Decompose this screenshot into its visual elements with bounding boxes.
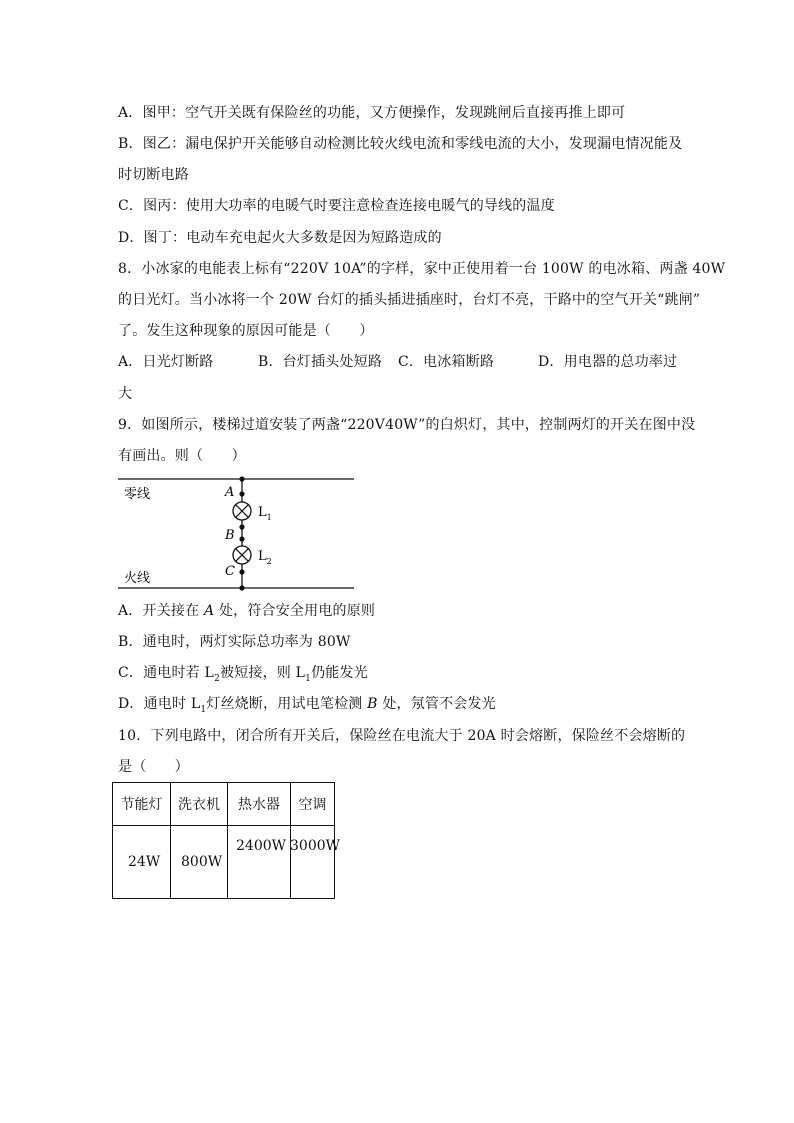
q9-option-c: C．通电时若 $L_2$被短接，则 $L_1$仍能发光	[118, 665, 368, 684]
q8-stem-line3: 了。发生这种现象的原因可能是（ ）	[118, 323, 374, 339]
node-bottom	[239, 585, 244, 590]
q9-stem-line2: 有画出。则（ ）	[118, 448, 246, 464]
table-cell: 2400W	[228, 826, 291, 899]
neutral-label: 零线	[124, 487, 151, 502]
q9-option-d: D．通电时 $L_1$灯丝烧断，用试电笔检测 B 处，氖管不会发光	[118, 696, 496, 715]
q8-option-c: C．电冰箱断路	[398, 354, 495, 370]
table-row	[113, 826, 335, 899]
q8-options	[118, 352, 677, 372]
table-header-cell: 空调	[291, 783, 335, 826]
table-cell: 3000W	[291, 826, 335, 899]
q10-stem-line1: 10．下列电路中，闭合所有开关后，保险丝在电流大于 20A 时会熔断，保险丝不会熔断的	[118, 728, 686, 744]
node-b-upper	[239, 524, 244, 529]
q7-option-b-line2: 时切断电路	[118, 167, 189, 183]
appliance-power-table	[112, 782, 341, 899]
q9-option-a: A．开关接在 A 处，符合安全用电的原则	[118, 603, 376, 619]
table-header-cell: 节能灯	[113, 783, 171, 826]
circuit-diagram	[118, 472, 358, 596]
point-c-label: C	[225, 564, 235, 579]
point-a-label: A	[225, 485, 235, 500]
node-c	[239, 569, 244, 574]
q8-option-b: B．台灯插头处短路	[258, 354, 383, 370]
lamp-l2-label: $L_2$	[258, 549, 272, 566]
q7-option-a: A．图甲：空气开关既有保险丝的功能，又方便操作，发现跳闸后直接再推上即可	[118, 105, 626, 121]
q7-option-b-line1: B．图乙：漏电保护开关能够自动检测比较火线电流和零线电流的大小，发现漏电情况能及	[118, 136, 683, 152]
lamp-l1-label: $L_1$	[258, 505, 272, 522]
live-label: 火线	[124, 571, 151, 586]
table-header-cell: 热水器	[228, 783, 291, 826]
table-cell: 24W	[113, 826, 171, 899]
table-cell: 800W	[171, 826, 228, 899]
q9-stem-line1: 9．如图所示，楼梯过道安装了两盏“220V40W”的白炽灯，其中，控制两灯的开关在图中没	[118, 417, 696, 433]
q9-option-b: B．通电时，两灯实际总功率为 80W	[118, 634, 351, 650]
q10-stem-line2: 是（ ）	[118, 759, 189, 775]
q7-option-c: C．图丙：使用大功率的电暖气时要注意检查连接电暖气的导线的温度	[118, 198, 555, 214]
q7-option-d: D．图丁：电动车充电起火大多数是因为短路造成的	[118, 230, 442, 246]
q8-stem-line1: 8．小冰家的电能表上标有“220V 10A”的字样，家中正使用着一台 100W 的电冰箱、两盏 40W	[118, 261, 726, 277]
q8-option-d: D．用电器的总功率过	[538, 354, 678, 370]
q8-option-a: A．日光灯断路	[118, 354, 214, 370]
q8-stem-line2: 的日光灯。当小冰将一个 20W 台灯的插头插进插座时，台灯不亮，干路中的空气开关“跳闸”	[118, 292, 701, 308]
node-a	[239, 491, 244, 496]
point-b-label: B	[225, 528, 235, 543]
node-top	[239, 476, 244, 481]
q8-option-d-continued: 大	[118, 386, 133, 402]
lamp-l1-icon	[233, 502, 251, 520]
table-header-cell: 洗衣机	[171, 783, 228, 826]
node-b-lower	[239, 536, 244, 541]
table-header-row	[113, 783, 335, 826]
lamp-l2-icon	[233, 546, 251, 564]
